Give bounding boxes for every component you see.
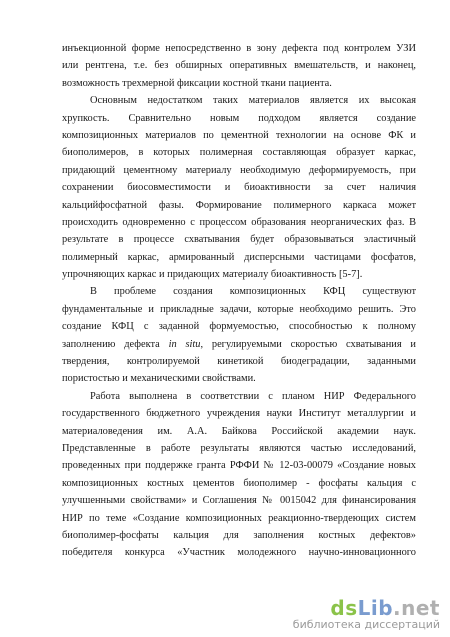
text-line: улучшенными свойствами» и Соглашения № 0015042 для финансирования [62,495,416,507]
text-line: хрупкость. Сравнительно новым подходом является создание [62,112,416,124]
text-line: происходить одновременно с процессом образования неорганических фаз. В [62,216,416,228]
logo-ds-text: ds [330,596,358,620]
text-line: композиционных материалов по цементной технологии на основе ФК и [62,129,416,141]
logo-net-text: .net [393,596,440,620]
logo-lib-text: Lib [357,596,394,620]
text-line: полимерный каркас, армированный дисперсными частицами фосфатов, [62,251,416,263]
text-line: биополимеров, в которых полимерная составляющая образует каркас, [62,147,416,159]
text-line: возможность трехмерной фиксации костной ткани пациента. [62,77,332,89]
text-line: или рентгена, т.е. без обширных оперативных вмешательств, и наконец, [62,60,416,72]
text-line: НИР по теме «Создание композиционных реакционно-твердеющих систем [62,512,416,524]
text-line: твердения, контролируемой кинетикой биодеградации, заданными [62,356,416,368]
dslib-logo [293,598,440,618]
text-line: композиционных костных цементов биополимер - фосфаты кальция с [62,477,416,489]
text-line: упрочняющих каркас и придающих материалу биоактивность [5-7]. [62,269,363,281]
body-text [62,40,416,562]
text-line: В проблеме создания композиционных КФЦ существуют [90,286,416,298]
text-line: Основным недостатком таких материалов является их высокая [90,95,416,107]
text-line: победителя конкурса «Участник молодежного научно-инновационного [62,547,416,559]
text-line: фундаментальные и прикладные задачи, которые необходимо решить. Это [62,303,416,315]
text-line: придающий цементному материалу необходимую деформируемость, при [62,164,416,176]
watermark-subtitle: библиотека диссертаций [292,618,440,631]
text-line: создание КФЦ с заданной формуемостью, способностью к полному [62,321,416,333]
text-line: сохранении биосовместимости и биоактивности за счет наличия [62,182,416,194]
dslib-watermark [293,598,440,631]
text-line: материаловедения им. А.А. Байкова Российской академии наук. [62,425,416,437]
text-line: заполнению дефекта in situ, регулируемыми скоростью схватывания и [62,338,416,350]
text-line: кальцийфосфатной фазы. Формирование полимерного каркаса может [62,199,416,211]
text-line: биополимер-фосфаты кальция для заполнения костных дефектов» [62,529,416,541]
text-line: проведенных при поддержке гранта РФФИ № 12-03-00079 «Создание новых [62,460,416,472]
text-line: Представленные в работе результаты являются частью исследований, [62,442,416,454]
text-line: результате в процессе схватывания будет образовываться эластичный [62,234,416,246]
text-line: пористостью и механическими свойствами. [62,373,256,385]
text-line: инъекционной форме непосредственно в зону дефекта под контролем УЗИ [62,43,416,54]
text-line: Работа выполнена в соответствии с планом НИР Федерального [90,390,416,402]
text-line: государственного бюджетного учреждения науки Институт металлургии и [62,408,416,420]
